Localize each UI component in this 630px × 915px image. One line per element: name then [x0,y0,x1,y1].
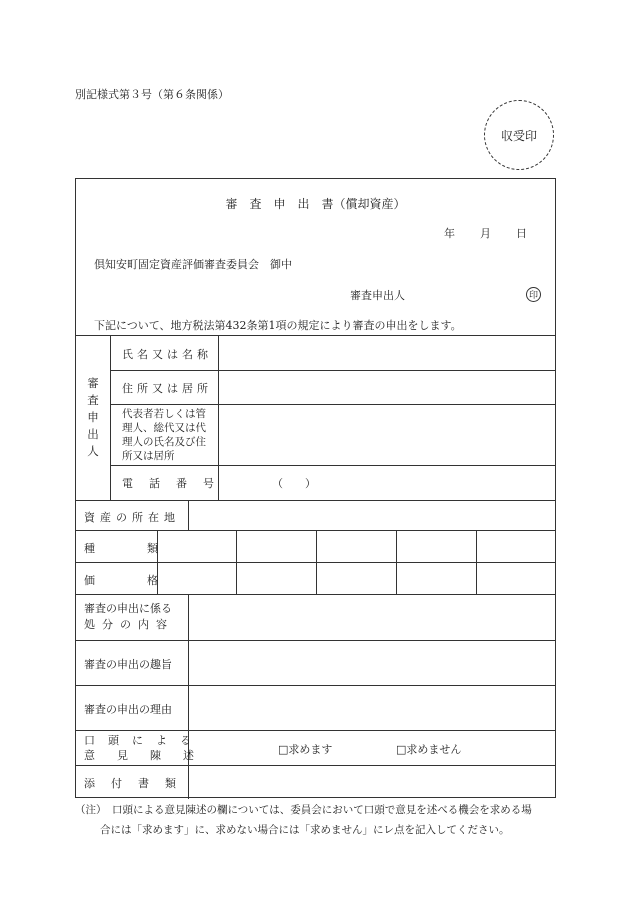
attachments-label: 添付書類 [84,777,192,790]
reason-label: 審査の申出の理由 [84,703,172,716]
option-request[interactable]: □求めます [278,743,333,756]
type-label-text: 種類 [84,542,210,555]
price-label: 価格 [84,574,210,587]
option-no-request[interactable]: □求めません [396,743,462,756]
applicant-label: 審査申出人 [350,289,405,302]
representative-label-line: 理人、総代又は代 [122,422,206,434]
location-label: 資産の所在地 [84,511,180,524]
divider [188,594,189,799]
purpose-label: 審査の申出の趣旨 [84,658,172,671]
divider [316,530,317,594]
note-line-1: 口頭による意見陳述の欄については、委員会において口頭で意見を述べる機会を求める場 [112,804,532,816]
divider [110,370,555,371]
oral-statement-label [84,733,216,763]
address-label: 住所又は居所 [122,382,212,395]
divider [76,730,555,731]
note-prefix: （注） [75,804,107,816]
divider [76,500,555,501]
application-form [75,178,556,798]
applicant-side-label: 審査申出人 [87,376,99,458]
disposition-label-line: 処分の内容 [84,618,174,631]
statement-text: 下記について、地方税法第432条第1項の規定により審査の申出をします。 [94,319,462,332]
form-number-label: 別記様式第３号（第６条関係） [75,88,229,101]
divider [76,765,555,766]
divider [110,404,555,405]
date-month: 月 [480,227,491,240]
representative-label-line: 理人の氏名及び住 [122,436,206,448]
name-label: 氏名又は名称 [122,348,212,361]
date-day: 日 [516,227,527,240]
divider [110,335,111,500]
seal-mark: 印 [526,287,541,302]
phone-label: 電話番号 [122,477,230,490]
divider [236,530,237,594]
divider [76,335,555,336]
representative-label-line: 所又は居所 [122,450,175,462]
divider [476,530,477,594]
document-title: 審 査 申 出 書（償却資産） [225,197,406,211]
type-label [84,540,210,556]
divider [188,500,189,530]
oral-statement-label-line: 口頭による [84,734,204,747]
divider [76,640,555,641]
representative-label-line: 代表者若しくは管 [122,408,206,420]
receipt-stamp-label: 収受印 [500,128,537,143]
note-line-2: 合には「求めます」に、求めない場合には「求めません」にレ点を記入してください。 [100,824,510,836]
divider [76,685,555,686]
oral-statement-label-line: 意見陳述 [84,749,216,762]
date-year: 年 [444,227,455,240]
phone-format: （ ） [272,477,316,490]
divider [396,530,397,594]
addressee: 倶知安町固定資産評価審査委員会 御中 [94,258,292,271]
disposition-label [84,601,174,633]
representative-label [122,407,206,463]
receipt-stamp-circle [484,100,554,170]
divider [110,465,555,466]
divider [76,594,555,595]
disposition-label-line: 審査の申出に係る [84,602,172,615]
